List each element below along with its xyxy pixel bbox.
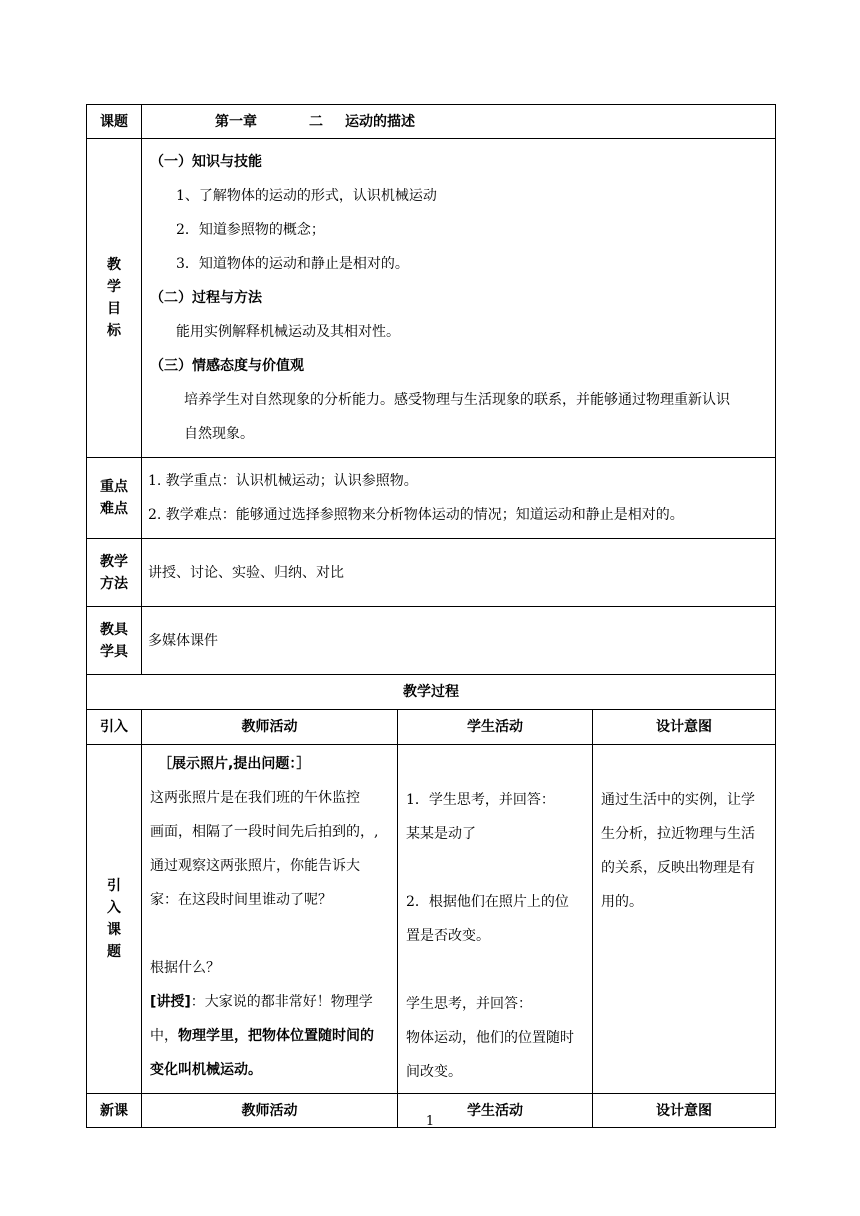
student-answer: 1．学生思考，并回答： <box>406 792 555 808</box>
design-line: 的关系，反映出物理是有 <box>601 860 755 876</box>
method-row <box>87 539 776 607</box>
teacher-prompt: ［展示照片,提出问题：］ <box>158 756 311 772</box>
keypoints-content <box>142 458 776 539</box>
student-answer: 学生思考，并回答： <box>406 996 532 1012</box>
tools-label: 教具 学具 <box>87 607 142 675</box>
teacher-question-line: 家：在这段时间里谁动了呢？ <box>150 892 332 908</box>
topic-title <box>142 105 776 139</box>
design-intent-header: 设计意图 <box>593 710 776 745</box>
objective-heading-3: （三）情感态度与价值观 <box>150 358 304 374</box>
lecture-definition: 物理学里，把物体位置随时间的 <box>178 1028 374 1044</box>
design-line: 通过生活中的实例，让学 <box>601 792 755 808</box>
student-activity-header: 学生活动 <box>398 1094 593 1128</box>
design-line: 用的。 <box>601 894 643 910</box>
section-title: 运动的描述 <box>345 113 415 130</box>
teacher-activity-header: 教师活动 <box>142 1094 398 1128</box>
student-answer: 某某是动了 <box>406 826 476 842</box>
intro-topic-label: 引 入 课 题 <box>87 745 142 1094</box>
objectives-label: 教 学 目 标 <box>87 139 142 458</box>
student-answer: 2．根据他们在照片上的位 <box>406 894 569 910</box>
objective-attitude-text-cont: 自然现象。 <box>184 426 254 442</box>
objective-process-text: 能用实例解释机械运动及其相对性。 <box>176 324 400 340</box>
teacher-question-line: 画面，相隔了一段时间先后拍到的，, <box>150 824 379 840</box>
teacher-activity-content <box>142 745 398 1094</box>
keypoints-label: 重点 难点 <box>87 458 142 539</box>
design-intent-content <box>593 745 776 1094</box>
process-title: 教学过程 <box>87 675 776 710</box>
intro-header-row <box>87 710 776 745</box>
lecture-text-cont: 中， <box>150 1028 178 1044</box>
teacher-question-line: 通过观察这两张照片，你能告诉大 <box>150 858 360 874</box>
objective-heading-1: （一）知识与技能 <box>150 154 262 170</box>
objective-item: 2．知道参照物的概念； <box>176 222 325 238</box>
teacher-activity-header: 教师活动 <box>142 710 398 745</box>
student-activity-content <box>398 745 593 1094</box>
teacher-question-line: 这两张照片是在我们班的午休监控 <box>150 790 360 806</box>
design-line: 生分析，拉近物理与生活 <box>601 826 755 842</box>
student-answer: 间改变。 <box>406 1064 462 1080</box>
method-label: 教学 方法 <box>87 539 142 607</box>
page-number: 1 <box>425 1114 435 1129</box>
student-answer: 置是否改变。 <box>406 928 490 944</box>
student-answer: 物体运动，他们的位置随时 <box>406 1030 574 1046</box>
tools-text: 多媒体课件 <box>142 607 776 675</box>
keypoints-row <box>87 458 776 539</box>
objective-attitude-text: 培养学生对自然现象的分析能力。感受物理与生活现象的联系，并能够通过物理重新认识 <box>184 392 730 408</box>
chapter-text: 第一章 <box>215 113 257 130</box>
keypoint-difficulty: 2. 教学难点：能够通过选择参照物来分析物体运动的情况；知道运动和静止是相对的。 <box>148 507 684 523</box>
lecture-tag: [讲授] <box>150 994 191 1010</box>
objectives-content <box>142 139 776 458</box>
lesson-plan-table <box>86 104 776 1128</box>
section-number: 二 <box>309 113 323 130</box>
design-intent-header: 设计意图 <box>593 1094 776 1128</box>
intro-stage-label: 引入 <box>87 710 142 745</box>
topic-label: 课题 <box>87 105 142 139</box>
topic-row <box>87 105 776 139</box>
objective-heading-2: （二）过程与方法 <box>150 290 262 306</box>
objective-item: 1、了解物体的运动的形式，认识机械运动 <box>176 188 437 204</box>
newlesson-stage-label: 新课 <box>87 1094 142 1128</box>
keypoint-focus: 1. 教学重点：认识机械运动；认识参照物。 <box>148 473 418 489</box>
intro-content-row <box>87 745 776 1094</box>
objective-item: 3．知道物体的运动和静止是相对的。 <box>176 256 409 272</box>
process-title-row <box>87 675 776 710</box>
tools-row <box>87 607 776 675</box>
method-text: 讲授、讨论、实验、归纳、对比 <box>142 539 776 607</box>
student-activity-header: 学生活动 <box>398 710 593 745</box>
teacher-followup: 根据什么？ <box>150 960 220 976</box>
lecture-text: ：大家说的都非常好！物理学 <box>190 994 373 1010</box>
lecture-definition-cont: 变化叫机械运动。 <box>150 1062 262 1078</box>
objectives-row <box>87 139 776 458</box>
